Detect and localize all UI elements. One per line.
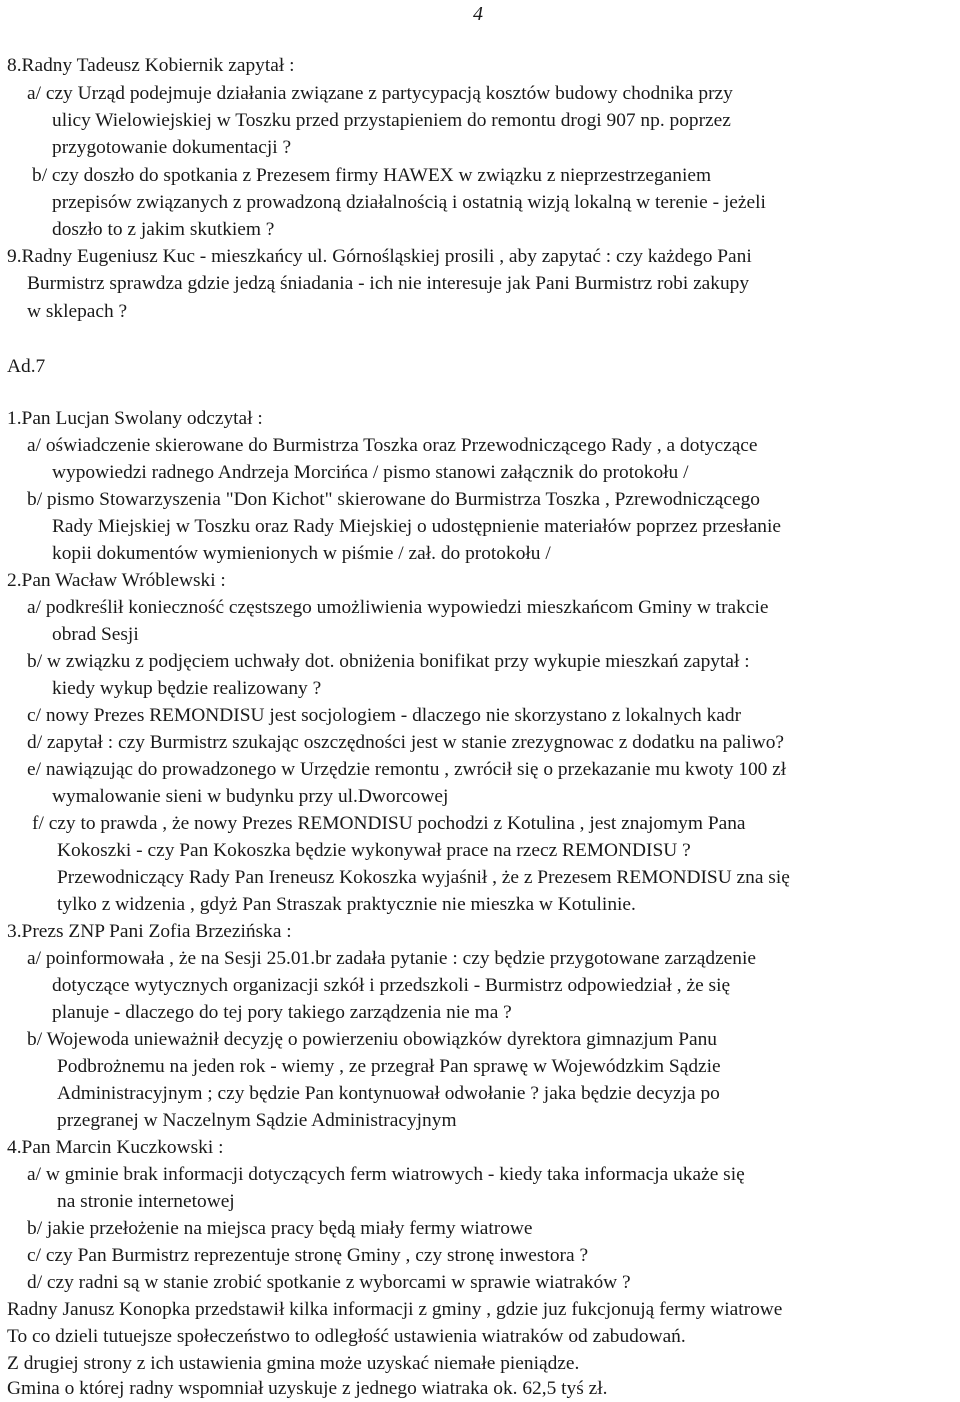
text-line: przegranej w Naczelnym Sądzie Administracyjnym <box>57 1110 457 1131</box>
text-line: Z drugiej strony z ich ustawienia gmina może uzyskać niemałe pieniądze. <box>7 1353 580 1374</box>
text-line: b/ pismo Stowarzyszenia "Don Kichot" skierowane do Burmistrza Toszka , Pzrewodniczącego <box>27 489 760 510</box>
text-line: na stronie internetowej <box>57 1191 235 1212</box>
text-line: e/ nawiązując do prowadzonego w Urzędzie remontu , zwrócił się o przekazanie mu kwoty 100 zł <box>27 759 787 780</box>
text-line: tylko z widzenia , gdyż Pan Straszak praktycznie nie mieszka w Kotulinie. <box>57 894 636 915</box>
text-line: planuje - dlaczego do tej pory takiego zarządzenia nie ma ? <box>52 1002 512 1023</box>
text-line: d/ czy radni są w stanie zrobić spotkanie z wyborcami w sprawie wiatraków ? <box>27 1272 631 1293</box>
text-line: 1.Pan Lucjan Swolany odczytał : <box>7 408 263 429</box>
text-line: Administracyjnym ; czy będzie Pan kontynuował odwołanie ? jaka będzie decyzja po <box>57 1083 720 1104</box>
section-heading: Ad.7 <box>7 356 46 377</box>
text-line: dotyczące wytycznych organizacji szkół i przedszkoli - Burmistrz odpowiedział , że się <box>52 975 731 996</box>
text-line: a/ czy Urząd podejmuje działania związane z partycypacją kosztów budowy chodnika przy <box>27 83 733 104</box>
text-line: To co dzieli tutuejsze społeczeństwo to odległość ustawienia wiatraków od zabudowań. <box>7 1326 686 1347</box>
text-line: Rady Miejskiej w Toszku oraz Rady Miejskiej o udostępnienie materiałów poprzez przesłanie <box>52 516 781 537</box>
text-line: b/ czy doszło do spotkania z Prezesem firmy HAWEX w związku z nieprzestrzeganiem <box>32 165 712 186</box>
text-line: kopii dokumentów wymienionych w piśmie / zał. do protokołu / <box>52 543 551 564</box>
text-line: 4.Pan Marcin Kuczkowski : <box>7 1137 224 1158</box>
text-line: a/ poinformowała , że na Sesji 25.01.br zadała pytanie : czy będzie przygotowane zarządzenie <box>27 948 756 969</box>
text-line: przepisów związanych z prowadzoną działalnością i ostatnią wizją lokalną w terenie - jeżeli <box>52 192 766 213</box>
text-line: a/ podkreślił konieczność częstszego umożliwienia wypowiedzi mieszkańcom Gminy w trakcie <box>27 597 769 618</box>
text-line: b/ jakie przełożenie na miejsca pracy będą miały fermy wiatrowe <box>27 1218 533 1239</box>
text-line: b/ w związku z podjęciem uchwały dot. obniżenia bonifikat przy wykupie mieszkań zapytał : <box>27 651 750 672</box>
text-line: obrad Sesji <box>52 624 139 645</box>
text-line: wypowiedzi radnego Andrzeja Morcińca / pismo stanowi załącznik do protokołu / <box>52 462 689 483</box>
text-line: Podbrożnemu na jeden rok - wiemy , ze przegrał Pan sprawę w Wojewódzkim Sądzie <box>57 1056 721 1077</box>
text-line: kiedy wykup będzie realizowany ? <box>52 678 322 699</box>
text-line: 9.Radny Eugeniusz Kuc - mieszkańcy ul. Górnośląskiej prosili , aby zapytać : czy każdego Pani <box>7 246 752 267</box>
text-line: c/ nowy Prezes REMONDISU jest socjologiem - dlaczego nie skorzystano z lokalnych kadr <box>27 705 742 726</box>
text-line: d/ zapytał : czy Burmistrz szukając oszczędności jest w stanie zrezygnowac z dodatku na paliwo? <box>27 732 785 753</box>
page-number: 4 <box>473 3 483 25</box>
text-line: doszło to z jakim skutkiem ? <box>52 219 275 240</box>
text-line: c/ czy Pan Burmistrz reprezentuje stronę Gminy , czy stronę inwestora ? <box>27 1245 589 1266</box>
text-line: a/ w gminie brak informacji dotyczących ferm wiatrowych - kiedy taka informacja ukaże się <box>27 1164 745 1185</box>
text-line: b/ Wojewoda unieważnił decyzję o powierzeniu obowiązków dyrektora gimnazjum Panu <box>27 1029 718 1050</box>
text-line: 2.Pan Wacław Wróblewski : <box>7 570 226 591</box>
text-line: Radny Janusz Konopka przedstawił kilka informacji z gminy , gdzie juz fukcjonują fermy wiatrowe <box>7 1299 783 1320</box>
text-line: Przewodniczący Rady Pan Ireneusz Kokoszka wyjaśnił , że z Prezesem REMONDISU zna się <box>57 867 790 888</box>
text-line: w sklepach ? <box>27 301 128 322</box>
text-line: Burmistrz sprawdza gdzie jedzą śniadania - ich nie interesuje jak Pani Burmistrz robi zakupy <box>27 273 750 294</box>
text-line: 3.Prezs ZNP Pani Zofia Brzezińska : <box>7 921 292 942</box>
text-line: f/ czy to prawda , że nowy Prezes REMONDISU pochodzi z Kotulina , jest znajomym Pana <box>32 813 746 834</box>
text-line: wymalowanie sieni w budynku przy ul.Dworcowej <box>52 786 449 807</box>
text-line: ulicy Wielowiejskiej w Toszku przed przystapieniem do remontu drogi 907 np. poprzez <box>52 110 731 131</box>
text-line: Kokoszki - czy Pan Kokoszka będzie wykonywał prace na rzecz REMONDISU ? <box>57 840 691 861</box>
text-line: przygotowanie dokumentacji ? <box>52 137 292 158</box>
text-line: 8.Radny Tadeusz Kobiernik zapytał : <box>7 55 295 76</box>
text-line: a/ oświadczenie skierowane do Burmistrza Toszka oraz Przewodniczącego Rady , a dotyczące <box>27 435 758 456</box>
text-line: Gmina o której radny wspomniał uzyskuje z jednego wiatraka ok. 62,5 tyś zł. <box>7 1378 608 1399</box>
